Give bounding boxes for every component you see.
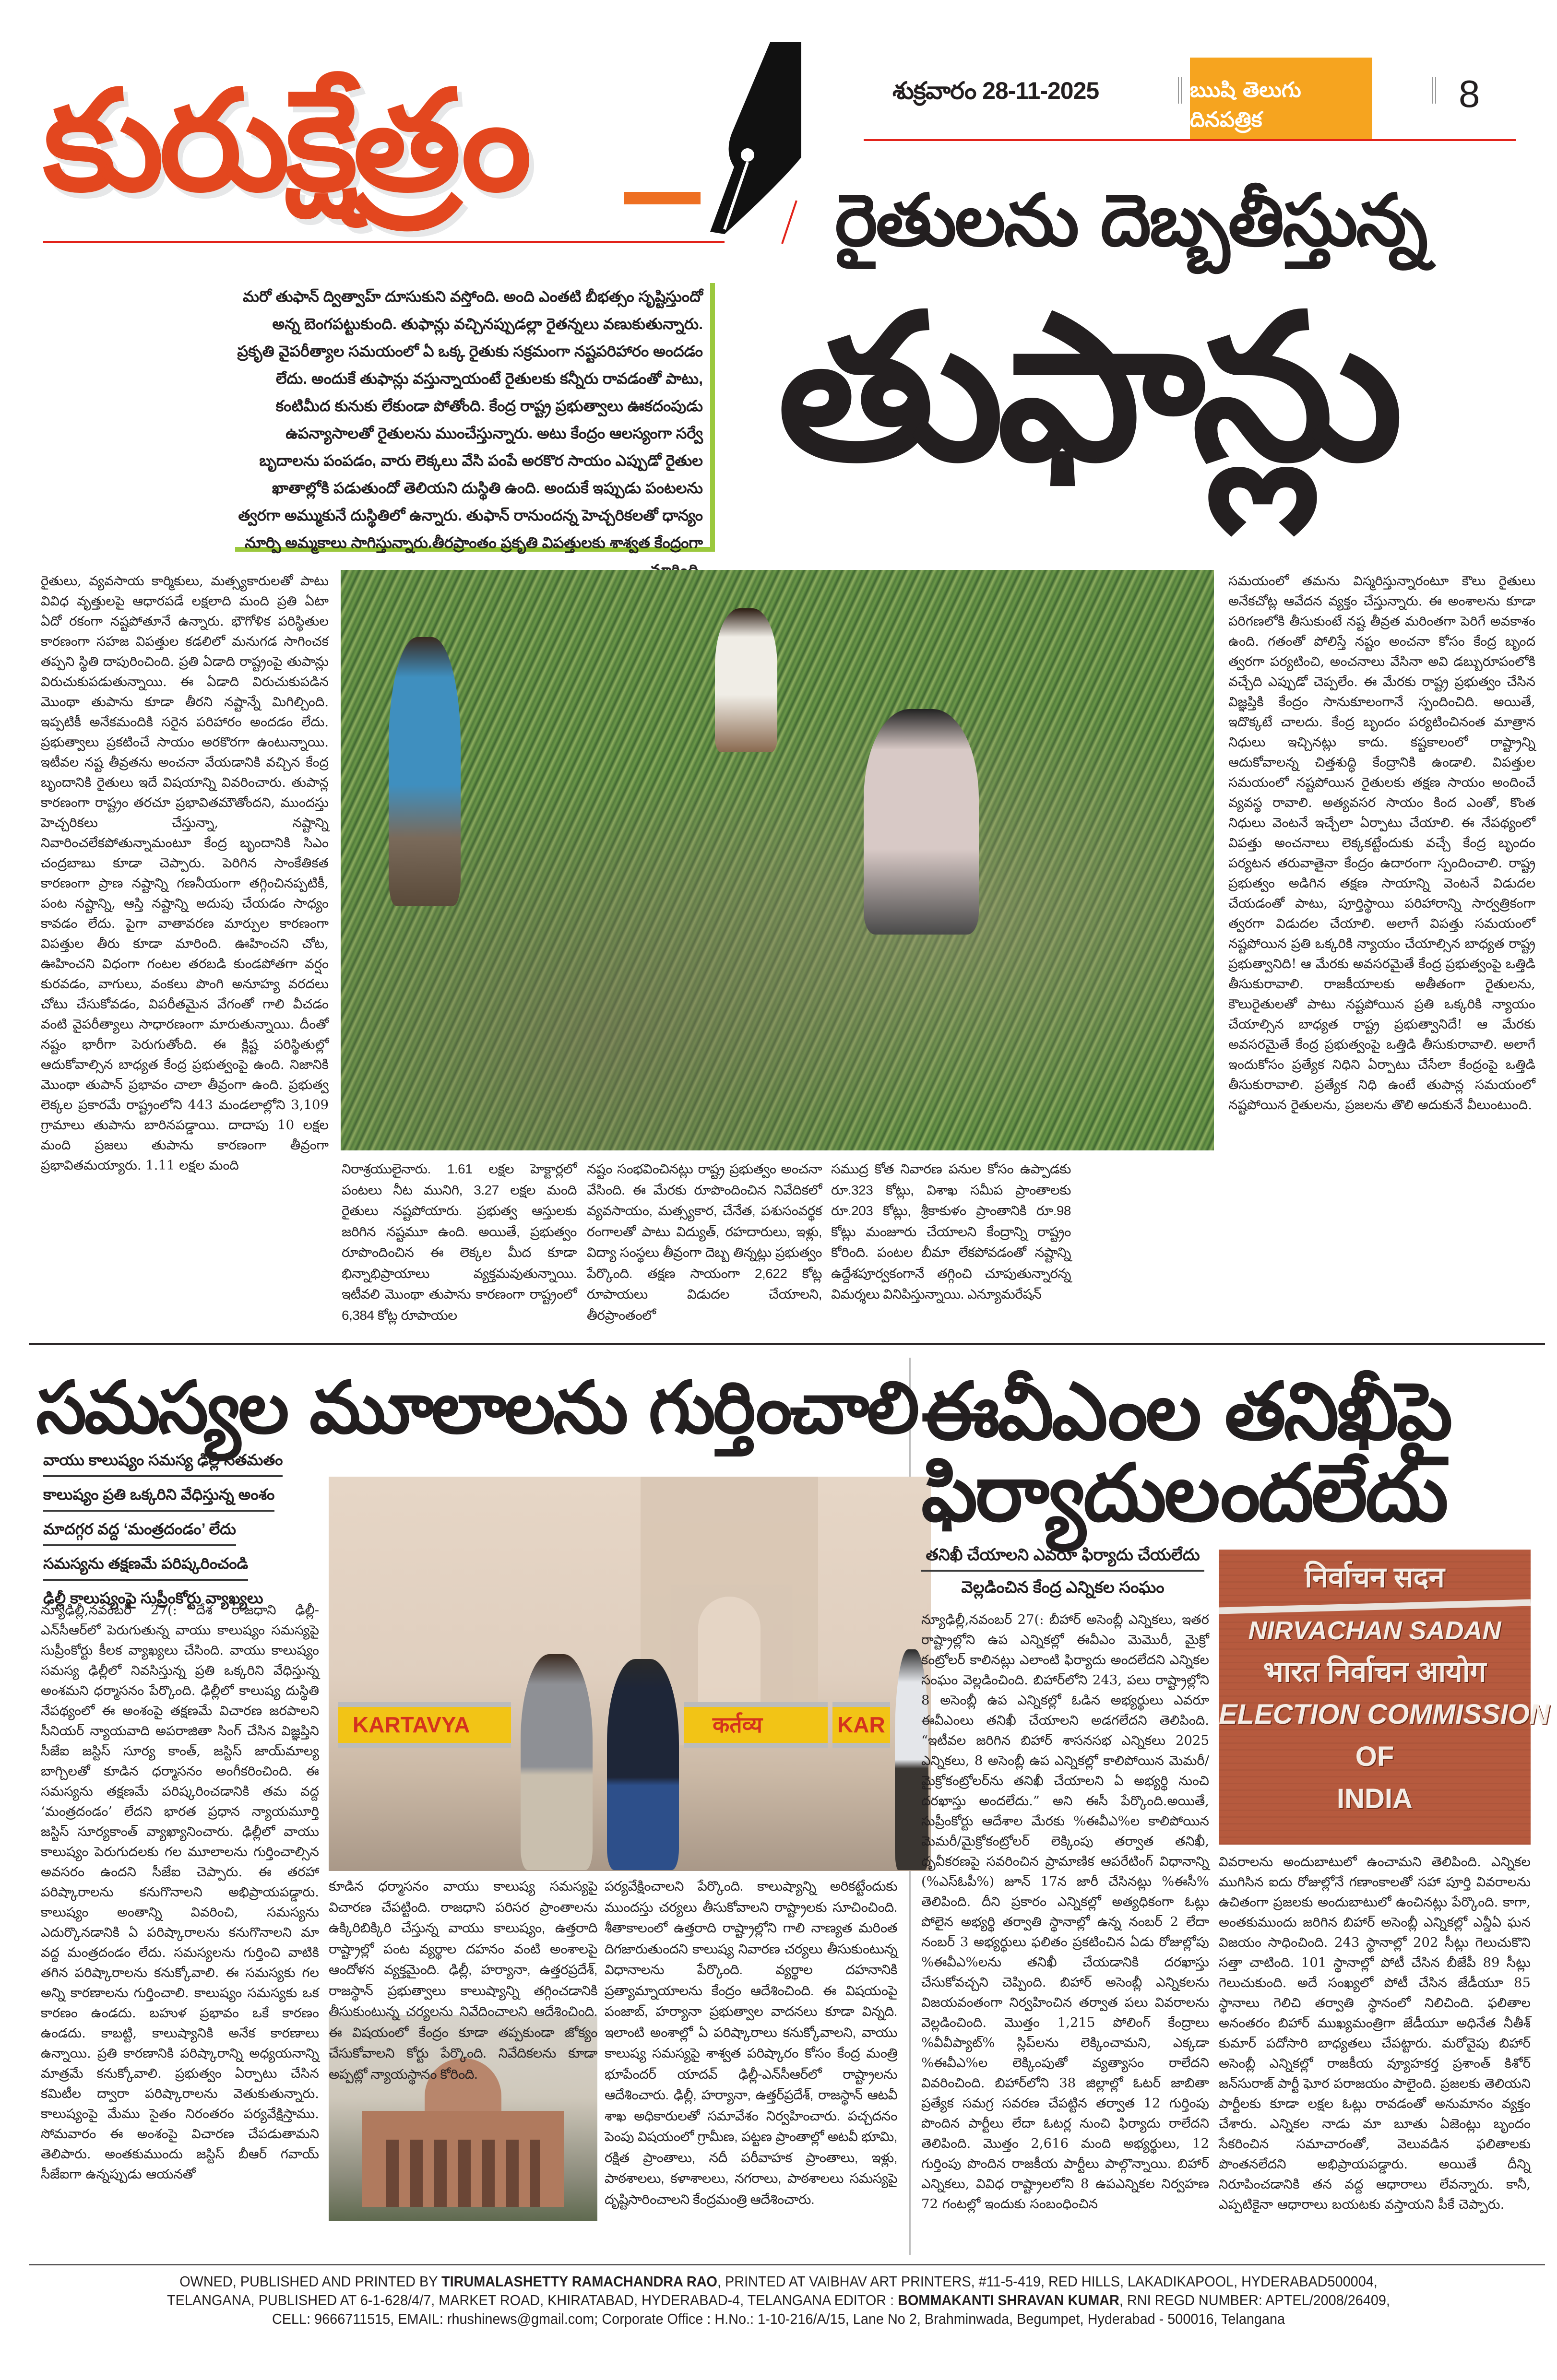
sign-band [1219, 1599, 1531, 1614]
sign-text: NIRVACHAN SADAN [1248, 1616, 1501, 1645]
evm-story-headline-line2: ఫిర్యాదులందలేదు [921, 1447, 1446, 1539]
subhead-item: కాలుష్యం ప్రతి ఒక్కరిని వేధిస్తున్న అంశం [43, 1481, 274, 1512]
logo-underbar [624, 192, 701, 204]
subhead-item: వాయు కాలుష్యం సమస్య ఢిల్లీ సతమతం [43, 1446, 283, 1477]
sign-text: ELECTION COMMISSION [1219, 1699, 1550, 1730]
barrier-sign: KAR [832, 1702, 890, 1748]
main-story-headline: తుఫాన్లు [777, 271, 1397, 506]
sign-text: निर्वाचन सदन [1305, 1561, 1445, 1593]
barrier-sign: कर्तव्य [684, 1702, 828, 1748]
imprint-footer [81, 2272, 1475, 2328]
court-arches [386, 2140, 540, 2207]
main-story-column-4: సముద్ర కోత నివారణ పనుల కోసం ఉప్పాడకు రూ.323 కోట్లు, విశాఖ సమీప ప్రాంతాలకు రూ.203 కోట్లు, శ్రీకాకుళం ప్రాంతానికి రూ.98 కోట్లు మంజూరు చేయాలని కేంద్రాన్ని రాష్ట్రం కోరింది. పంటల బీమా లేకపోవడంతో నష్టాన్ని ఉద్దేశపూర్వకంగానే తగ్గించి చూపుతున్నారన్న విమర్శలు వినిపిస్తున్నాయి. ఎన్యూమరేషన్ [831, 1161, 1071, 1302]
pollution-story-headline: సమస్యల మూలాలను గుర్తించాలి [36, 1366, 917, 1450]
pollution-subheads [43, 1446, 312, 1617]
main-story-column-3: నష్టం సంభవించినట్లు రాష్ట్ర ప్రభుత్వం అంచనా వేసింది. ఈ మేరకు రూపొందించిన నివేదికలో వ్యవసాయం, మత్స్యకార, చేనేత, పశుసంవర్థక రంగాలతో పాటు విద్యుత్, రహదారులు, ఇళ్లు, విద్యా సంస్థలు తీవ్రంగా దెబ్బ తిన్నట్లు ప్రభుత్వం పేర్కొంది. తక్షణ సాయంగా 2,622 కోట్ల రూపాయలు విడుదల చేయాలని, తీరప్రాంతంలో [587, 1161, 822, 1323]
pedestrian-figure [607, 1659, 679, 1870]
fountain-pen-nib-icon [705, 42, 801, 234]
main-story-column-5: సమయంలో తమను విస్మరిస్తున్నారంటూ కౌలు రైతులు అనేకచోట్ల ఆవేదన వ్యక్తం చేస్తున్నారు. ఈ అంశాలను కూడా పరిగణలోకి తీసుకుంటే నష్ట తీవ్రత మరింతగా పెరిగే అవకాశం ఉంది. గతంతో పోలిస్తే నష్టం అంచనా కోసం కేంద్ర బృంద త్వరగా పర్యటించి, అంచనాలు వేసినా అవి డబ్బురూపంలోకి వచ్చేది ఎప్పుడో చెప్పలేం. ఈ మేరకు రాష్ట్ర ప్రభుత్వం చేసిన విజ్ఞప్తికి కేంద్రం సానుకూలంగానే స్పందించిది. అయితే, ఇదొక్కటే చాలదు. కేంద్ర బృందం పర్యటించినంత మాత్రాన నిధులు ఇచ్చినట్లు కాదు. కష్టకాలంలో రాష్ట్రాన్ని ఆదుకోవాలన్న చిత్తశుద్ధి కేంద్రానికి ఉండాలి. విపత్తుల సమయంలో నష్టపోయిన రైతులకు తక్షణ సాయం అందించే వ్యవస్థ రావాలి. అత్యవసర సాయం కింద ఎంతో, కొంత నిధులు వెంటనే ఇచ్చేలా ఏర్పాటు చేయాలి. ఈ నేపథ్యంలో విపత్తు అంచనాలు లెక్కకట్టేందుకు వచ్చే కేంద్ర బృందం పర్యటన తరువాతైనా కేంద్రం ఉదారంగా స్పందించాలి. రాష్ట్ర ప్రభుత్వం అడిగిన తక్షణ సాయాన్ని వెంటనే విడుదల చేయడంతో పాటు, పూర్తిస్థాయి పరిహారాన్ని సార్వత్రికంగా త్వరగా విడుదల చేయాలి. అలాగే విపత్తు సమయంలో నష్టపోయిన ప్రతి ఒక్కరికి న్యాయం చేయాల్సిన బాధ్యత రాష్ట్ర ప్రభుత్వానిది! ఆ మేరకు అవసరమైతే కేంద్ర ప్రభుత్వంపై ఒత్తిడి తీసుకురావాలి. రాజకీయాలకు అతీతంగా రైతులను, కౌలురైతులతో పాటు నష్టపోయిన ప్రతి ఒక్కరికి న్యాయం చేయాల్సిన బాధ్యత రాష్ట్ర ప్రభుత్వానిదే! ఆ మేరకు అవసరమైతే కేంద్ర ప్రభుత్వంపై ఒత్తిడి తీసుకురావాలి. అలాగే ఇందుకోసం ప్రత్యేక నిధిని ఏర్పాటు చేసేలా కేంద్రంపై ఒత్తిడి తీసుకురావాలి. ప్రత్యేక నిధి ఉంటే తుపాన్ల సమయంలో నష్టపోయిన రైతులను, ప్రజలను తొలి అదుకునే వీలుంటుంది. [1228, 573, 1535, 1113]
sign-text: INDIA [1337, 1783, 1413, 1814]
main-story-column-2: నిరాశ్రయులైనారు. 1.61 లక్షల హెక్టార్లలో పంటలు నీట మునిగి, 3.27 లక్షల మంది రైతులు నష్టపోయారు. ప్రభుత్వ ఆస్తులకు జరిగిన నష్టమూ ఉంది. అయితే, ప్రభుత్వం రూపొందించిన ఈ లెక్కల మీద కూడా భిన్నాభిప్రాయాలు వ్యక్తమవుతున్నాయి. ఇటీవలి మొంథా తుపాను కారణంగా రాష్ట్రంలో 6,384 కోట్ల రూపాయల [342, 1161, 577, 1323]
brand-tagline: ఋషి తెలుగు దినపత్రిక [1190, 78, 1301, 132]
subhead-item: మాదగ్గర వద్ద ‘మంత్రదండం’ లేదు [43, 1516, 236, 1546]
intro-box [235, 283, 715, 552]
page-number: 8 [1459, 72, 1480, 115]
pollution-column-1: న్యూఢిల్లీ,నవంబర్ 27(: దేశ రాజధాని ఢిల్లీ-ఎన్‌సీఆర్‌లో పెరుగుతున్న వాయు కాలుష్యం సమస్యపై సుప్రీంకోర్టు కీలక వ్యాఖ్యలు చేసింది. వాయు కాలుష్యం సమస్య ఢిల్లీలో నివసిస్తున్న ప్రతి ఒక్కరిని వేధిస్తున్న అంశమని ధర్మాసనం పేర్కొంది. ఢిల్లీలో కాలుష్య దుస్థితి నేపథ్యంలో ఈ అంశంపై తక్షణమే విచారణ జరపాలని సీనియర్ న్యాయవాది అపరాజితా సింగ్ చేసిన విజ్ఞప్తిని సీజేఐ జస్టిస్ సూర్య కాంత్, జస్టిస్ జాయ్‌మాల్య బాగ్చిలతో కూడిన ధర్మాసనం అంగీకరించింది. ఈ సమస్యను తక్షణమే పరిష్కరించడానికి తమ వద్ద ‘మంత్రదండం’ లేదని భారత ప్రధాన న్యాయమూర్తి జస్టిస్ సూర్యకాంత్ వ్యాఖ్యానించారు. ఢిల్లీలో వాయు కాలుష్యం పెరుగుదలకు గల మూలాలను గుర్తించాల్సిన అవసరం ఉందని సీజేఐ చెప్పారు. ఈ తరహా పరిష్కారాలను కనుగొనాలని అభిప్రాయపడ్డారు. కాలుష్యం అంతాన్ని వివరించి, సమస్యను ఎదుర్కొనడానికి ఏ పరిష్కారాలను కనుగొనాలని మా వద్ద మంత్రదండం లేదు. సమస్యలను గుర్తించి వాటికి తగిన పరిష్కారాలను కనుక్కోవాలి. ఈ సమస్యకు గల అన్ని కారణాలను గుర్తించాలి. కాలుష్యం సమస్యకు ఒక కారణం ఉండదు. బహుళ ప్రభావం ఒకే కారణం ఉండదు. కాబట్టి, కాలుష్యానికి అనేక కారణాలు ఉన్నాయి. ప్రతి కారణానికి పరిష్కారాన్ని అధ్యయనాన్ని మాత్రమే కనుక్కోవాలి. ప్రభుత్వం ఏర్పాటు చేసిన కమిటీల ద్వారా పరిష్కారాలను వెతుకుతున్నారు. కాలుష్యంపై మేము సైతం నిరంతరం పర్యవేక్షిస్తాము. సోమవారం ఈ అంశంపై విచారణ చేపడుతామని తెలిపారు. అంతకుముందు జస్టిస్ బీఆర్ గవాయ్ సీజేఐగా ఉన్నప్పుడు ఆయనతో [41, 1602, 319, 2182]
imprint-line-1: OWNED, PUBLISHED AND PRINTED BY TIRUMALASHETTY RAMACHANDRA RAO, PRINTED AT VAIBHAV ART PRINTERS, #11-5-419, RED HILLS, LAKADIKAPOOL, HYDERABAD500004, [179, 2273, 1378, 2290]
main-story-kicker: రైతులను దెబ్బతీస్తున్న [835, 179, 1426, 262]
pollution-column-3: పర్యవేక్షించాలని పేర్కొంది. కాలుష్యాన్ని అరికట్టేందుకు ముందస్తు చర్యలు తీసుకోవాలని రాష్ట్రాలకు సూచించింది. శీతాకాలంలో ఉత్తరాది రాష్ట్రాల్లోని గాలి నాణ్యత మరింత దిగజారుతుందని కాలుష్య నివారణ చర్యలు తీసుకుంటున్న విధానాలను పేర్కొంది. వ్యర్థాల దహనానికి ప్రత్యామ్నాయాలను కేంద్రం ఆదేశించింది. ఈ విషయంపై పంజాబ్, హర్యానా ప్రభుత్వాల వాదనలు కూడా విన్నది. ఇలాంటి అంశాల్లో ఏ పరిష్కారాలు కనుక్కోవాలని, వాయు కాలుష్య సమస్యపై శాశ్వత పరిష్కారం కోసం కేంద్ర మంత్రి భూపేందర్ యాదవ్ ఢిల్లీ-ఎన్‌సీఆర్‌లో రాష్ట్రాలను ఆదేశించారు. ఢిల్లీ, హర్యానా, ఉత్తర్‌ప్రదేశ్, రాజస్థాన్ ఆటవీ శాఖ అధికారులతో సమావేశం నిర్వహించారు. పచ్చదనం పెంపు విషయంలో గ్రామీణ, పట్టణ ప్రాంతాల్లో అటవీ భూమి, రక్షిత ప్రాంతాలు, నదీ పరీవాహక ప్రాంతాలు, ఇళ్లు, పాఠశాలలు, కళాశాలలు, నగరాలు, పాఠశాలలు సమస్యపై దృష్టిసారించాలని కేంద్రమంత్రి ఆదేశించారు. [605, 1879, 897, 2207]
evm-column-2: వివరాలను అందుబాటులో ఉంచామని తెలిపింది. ఎన్నికల ముగిసిన ఐదు రోజుల్లోనే గణాంకాలతో సహా పూర్తి వివరాలను ఉచితంగా ప్రజలకు అందుబాటులో ఉంచినట్లు పేర్కొంది. కాగా, అంతకుముందు జరిగిన బిహార్ అసెంబ్లీ ఎన్నికల్లో ఎన్డీఏ ఘన విజయం సాధించింది. 243 స్థానాల్లో 202 సీట్లు గెలుచుకొని సత్తా చాటింది. 101 స్థానాల్లో పోటీ చేసిన బీజేపీ 89 సీట్లు గెలుచుకుంది. అదే సంఖ్యలో పోటీ చేసిన జేడీయూ 85 స్థానాలు గెలిచి తర్వాతి స్థానంలో నిలిచింది. ఫలితాల అనంతరం బిహార్ ముఖ్యమంత్రిగా జేడీయూ అధినేత నీతీశ్ కుమార్ పదోసారి బాధ్యతలు చేపట్టారు. మరోవైపు బిహార్ అసెంబ్లీ ఎన్నికల్లో రాజకీయ వ్యూహకర్త ప్రశాంత్ కిశోర్ జన్‌సురాజ్ పార్టీ ఘోర పరాజయం పాలైంది. ప్రజలకు తెలియని పార్టీలకు కూడా లక్షల ఓట్లు రావడంతో అనుమానం వ్యక్తం చేశారు. ఎన్నికల నాడు మా బూతు ఏజెంట్లు బృందం సేకరించిన సమాచారంతో, వెలువడిన ఫలితాలకు పొంతనలేదని అభిప్రాయపడ్డారు. అయితే దీన్ని నిరూపించడానికి తన వద్ద ఆధారాలు లేవన్నారు. కానీ, ఎప్పటికైనా ఆధారాలు బయటకు వస్తాయని పీకే చెప్పారు. [1219, 1854, 1531, 2212]
farmer-figure [864, 709, 979, 935]
farmer-figure [715, 608, 777, 752]
delhi-smog-photo [329, 1477, 931, 1871]
evm-subhead: తనిఖీ చేయాలని ఎవరూ ఫిర్యాదు చేయలేదు [926, 1546, 1200, 1564]
imprint-line-2: TELANGANA, PUBLISHED AT 6-1-628/4/7, MARKET ROAD, KHIRATABAD, HYDERABAD-4, TELANGANA EDITOR : BOMMAKANTI SHRAVAN KUMAR, RNI REGD NUMBER: APTEL/2008/26409, [167, 2292, 1390, 2309]
farmer-figure [389, 637, 461, 906]
election-commission-photo [1219, 1550, 1550, 1845]
evm-story-headline-line1: ఈవీఎంల తనిఖీపై [921, 1365, 1450, 1457]
evm-subhead: వెల్లడించిన కేంద్ర ఎన్నికల సంఘం [961, 1578, 1165, 1597]
newspaper-logo[interactable]: కురుక్షేత్రం [43, 60, 527, 222]
header-separator [1178, 77, 1182, 104]
intro-text: మరో తుఫాన్ ద్విత్వాహ్ దూసుకుని వస్తోంది. అంది ఎంతటి బీభత్సం సృష్టిస్తుందో అన్న బెంగపట్టుకుంది. తుఫాన్లు వచ్చినప్పుడల్లా రైతన్నలు వణుకుతున్నారు. ప్రకృతి వైపరీత్యాల సమయంలో ఏ ఒక్క రైతుకు సక్రమంగా నష్టపరిహారం అందడం లేదు. అందుకే తుఫాన్లు వస్తున్నాయంటే రైతులకు కన్నీరు రావడంతో పాటు, కంటిమీద కునుకు లేకుండా పోతోంది. కేంద్ర రాష్ట్ర ప్రభుత్వాలు ఊకదంపుడు ఉపన్యాసాలతో రైతులను ముంచేస్తున్నారు. అటు కేంద్రం ఆలస్యంగా సర్వే బృదాలను పంపడం, వారు లెక్కలు వేసి పంపే అరకొర సాయం ఎప్పుడో రైతుల ఖాతాల్లోకి పడుతుందో తెలియని దుస్థితి ఉంది. అందుకే ఇప్పుడు పంటలను త్వరగా అమ్ముకునే దుస్థితిలో ఉన్నారు. తుఫాన్ రానుందన్న హెచ్చరికలతో ధాన్యం నూర్పి అమ్మకాలు సాగిస్తున్నారు.తీరప్రాంతం ప్రకృతి విపత్తులకు శాశ్వత కేంద్రంగా [237, 288, 703, 551]
footer-rule [29, 2264, 1545, 2265]
subhead-rule [921, 1570, 1204, 1572]
paddy-field-photo [341, 570, 1214, 1150]
pedestrian-figure [521, 1654, 593, 1870]
logo-wrap [43, 60, 527, 222]
brand-box [1190, 58, 1372, 139]
masthead-rule [43, 241, 725, 243]
evm-column-1: న్యూఢిల్లీ,నవంబర్ 27(: బీహార్ అసెంబ్లీ ఎన్నికలు, ఇతర రాష్ట్రాల్లోని ఉప ఎన్నికల్లో ఈవీఎం మెమొరీ, మైక్రో కంట్రోలర్ కాలినట్లు ఎలాంటి ఫిర్యాదు అందలేదని ఎన్నికల సంఘం వెల్లడించింది. బిహార్‌లోని 243, పలు రాష్ట్రాల్లోని 8 అసెంబ్లీ ఉప ఎన్నికల్లో ఓడిన అభ్యర్థులు ఎవరూ ఈవీఎంలు తనిఖీ చేయాలని అడగలేదని తెలిపింది. “ఇటీవల జరిగిన బిహార్ శాసనసభ ఎన్నికలు 2025 ఎన్నికలు, 8 అసెంబ్లీ ఉప ఎన్నికల్లో కాలిపోయిన మెమరీ/మైక్రోకంట్రోలర్‌ను తనిఖీ చేయాలని ఏ అభ్యర్థి నుంచి దరఖాస్తు అందలేదు.” అని ఈసీ పేర్కొంది.అయితే, సుప్రీంకోర్టు ఆదేశాల మేరకు %ఈవీఎ%ల కాలిపోయిన మెమరీ/మైక్రోకంట్రోలర్ లెక్కింపు తర్వాత తనిఖీ, ధృవీకరణపై సవరించిన ప్రామాణిక ఆపరేటింగ్ విధానాన్ని (%ఎస్ఓపీ%) జూన్ 17న జారీ చేసినట్లు %ఈసీ% తెలిపింది. దీని ప్రకారం ఎన్నికల్లో అత్యధికంగా ఓట్లు పోలైన అభ్యర్థి తర్వాతి స్థానాల్లో ఉన్న నంబర్ 2 లేదా నంబర్ 3 అభ్యర్థులు ఫలితం ప్రకటించిన ఏడు రోజుల్లోపు %ఈవీఎ%లను తనిఖీ చేయడానికి దరఖాస్తు చేసుకోవచ్చని చెప్పింది. బిహార్ అసెంబ్లీ ఎన్నికలను విజయవంతంగా నిర్వహించిన తర్వాత పలు వివరాలను వెల్లడించింది. మొత్తం 1,215 పోలింగ్ కేంద్రాలు %వీవీప్యాట్% స్లిప్‌లను లెక్కించామని, ఎక్కడా %ఈవీఎ%ల లెక్కింపుతో వ్యత్యాసం రాలేదని వివరించింది. బిహార్‌లోని 38 జిల్లాల్లో ఓటర్ జాబితా ప్రత్యేక సమగ్ర సవరణ చేపట్టిన తర్వాత 12 గుర్తింపు పొందిన పార్టీలు లేదా ఓటర్ల నుంచి ఫిర్యాదు రాలేదని తెలిపింది. మొత్తం 2,616 మంది అభ్యర్థులు, 12 గుర్తింపు పొందిన రాజకీయ పార్టీలు పాల్గొన్నాయి. బిహార్ ఎన్నికలు, వివిధ రాష్ట్రాలలోని 8 ఉపఎన్నికల నిర్వహణ 72 గంటల్లో ఇందుకు సంబంధించిన [921, 1612, 1209, 2212]
section-divider [29, 1343, 1545, 1345]
header-separator [1432, 77, 1436, 104]
header-rule [864, 139, 1516, 141]
main-story-column-1: రైతులు, వ్యవసాయ కార్మికులు, మత్స్యకారులతో పాటు వివిధ వృత్తులపై ఆధారపడే లక్షలాది మంది ప్రతి ఏటా ఏదో రకంగా నష్టపోతూనే ఉన్నారు. భౌగోళిక పరిస్థితుల కారణంగా సహజ విపత్తుల కడలిలో మనుగడ సాగించక తప్పని స్థితి దాపురించింది. ప్రతి ఏడాది రాష్ట్రంపై తుపాన్లు విరుచుకుపడుతున్నాయి. ఈ ఏడాది విరుచుకుపడిన మొంథా తుపాను కూడా తీరని నష్టాన్నే మిగిల్చింది. ఇప్పటికీ అనేకమందికి సరైన పరిహారం అందడం లేదు. ప్రభుత్వాలు ప్రకటించే సాయం అరకొరగా ఉంటున్నాయి. ఇటీవల నష్ట తీవ్రతను అంచనా వేయడానికి వచ్చిన కేంద్ర బృందానికి రైతులు ఇదే విషయాన్ని వివరించారు. తుపాన్ల కారణంగా రాష్ట్రం తరచూ ప్రభావితమౌతోందని, ముందస్తు హెచ్చరికలు చేస్తున్నా, నష్టాన్ని నివారించలేకపోతున్నామంటూ కేంద్ర బృందానికి సిఎం చంద్రబాబు కూడా చెప్పారు. పెరిగిన సాంకేతికత కారణంగా ప్రాణ నష్టాన్ని గణనీయంగా తగ్గించినప్పటికీ, పంట నష్టాన్ని, ఆస్తి నష్టాన్ని అదుపు చేయడం సాధ్యం కావడం లేదు. పైగా వాతావరణ మార్పుల కారణంగా విపత్తుల తీరు కూడా మారింది. ఊహించని చోట, ఊహించని విధంగా గంటల తరబడి కుండపోతగా వర్షం కురవడం, వాగులు, వంకలు పొంగి అనూహ్య వరదలు చోటు చేసుకోవడం, విపరీతమైన వేగంతో గాలి వీచడం వంటి వైపరీత్యాలు సాధారణంగా మారుతున్నాయి. దీంతో నష్టం భారీగా పెరుగుతోంది. ఈ క్లిష్ట పరిస్థితుల్లో ఆదుకోవాల్సిన బాధ్యత కేంద్ర ప్రభుత్వంపై ఉంది. నిజానికి మొంథా తుపాన్ ప్రభావం చాలా తీవ్రంగా ఉంది. ప్రభుత్వ లెక్కల ప్రకారమే రాష్ట్రంలోని 443 మండలాల్లోని 3,109 గ్రామాలు తుపాను బారినపడ్డాయి. దాదాపు 10 లక్షల మంది ప్రజలు తుపాను కారణంగా తీవ్రంగా ప్రభావితమయ్యారు. 1.11 లక్షల మంది [41, 573, 329, 1173]
pollution-column-2: కూడిన ధర్మాసనం వాయు కాలుష్య సమస్యపై విచారణ చేపట్టింది. రాజధాని పరిసర ప్రాంతాలను ఉక్కిరిబిక్కిరి చేస్తున్న వాయు కాలుష్యం, ఉత్తరాది రాష్ట్రాల్లో పంట వ్యర్థాల దహనం వంటి అంశాలపై ఆందోళన వ్యక్తమైంది. ఢిల్లీ, హర్యానా, ఉత్తరప్రదేశ్, రాజస్థాన్ ప్రభుత్వాలు కాలుష్యాన్ని తగ్గించడానికి తీసుకుంటున్న చర్యలను నివేదించాలని ఆదేశించింది. ఈ విషయంలో కేంద్రం కూడా తప్పకుండా జోక్యం చేసుకోవాలని కోర్టు పేర్కొంది. నివేదికలను కూడా అప్పట్లో న్యాయస్థానం కోరింది. [329, 1879, 597, 2082]
barrier-sign: KARTAVYA [338, 1702, 511, 1748]
sign-text: OF [1355, 1741, 1394, 1772]
imprint-line-3: CELL: 9666711515, EMAIL: rhushinews@gmail.com; Corporate Office : H.No.: 1-10-216/A/15, Lane No 2, Brahminwada, Begumpet, Hyderabad - 500016, Telangana [272, 2310, 1285, 2327]
sign-text: भारत निर्वाचन आयोग [1263, 1656, 1486, 1688]
issue-date: శుక్రవారం 28-11-2025 [892, 77, 1099, 104]
subhead-item: ఢిల్లీ కాలుష్యంపై సుప్రీంకోర్టు వ్యాఖ్యలు [43, 1589, 263, 1607]
subhead-item: సమస్యను తక్షణమే పరిష్కరించండి [43, 1550, 248, 1581]
